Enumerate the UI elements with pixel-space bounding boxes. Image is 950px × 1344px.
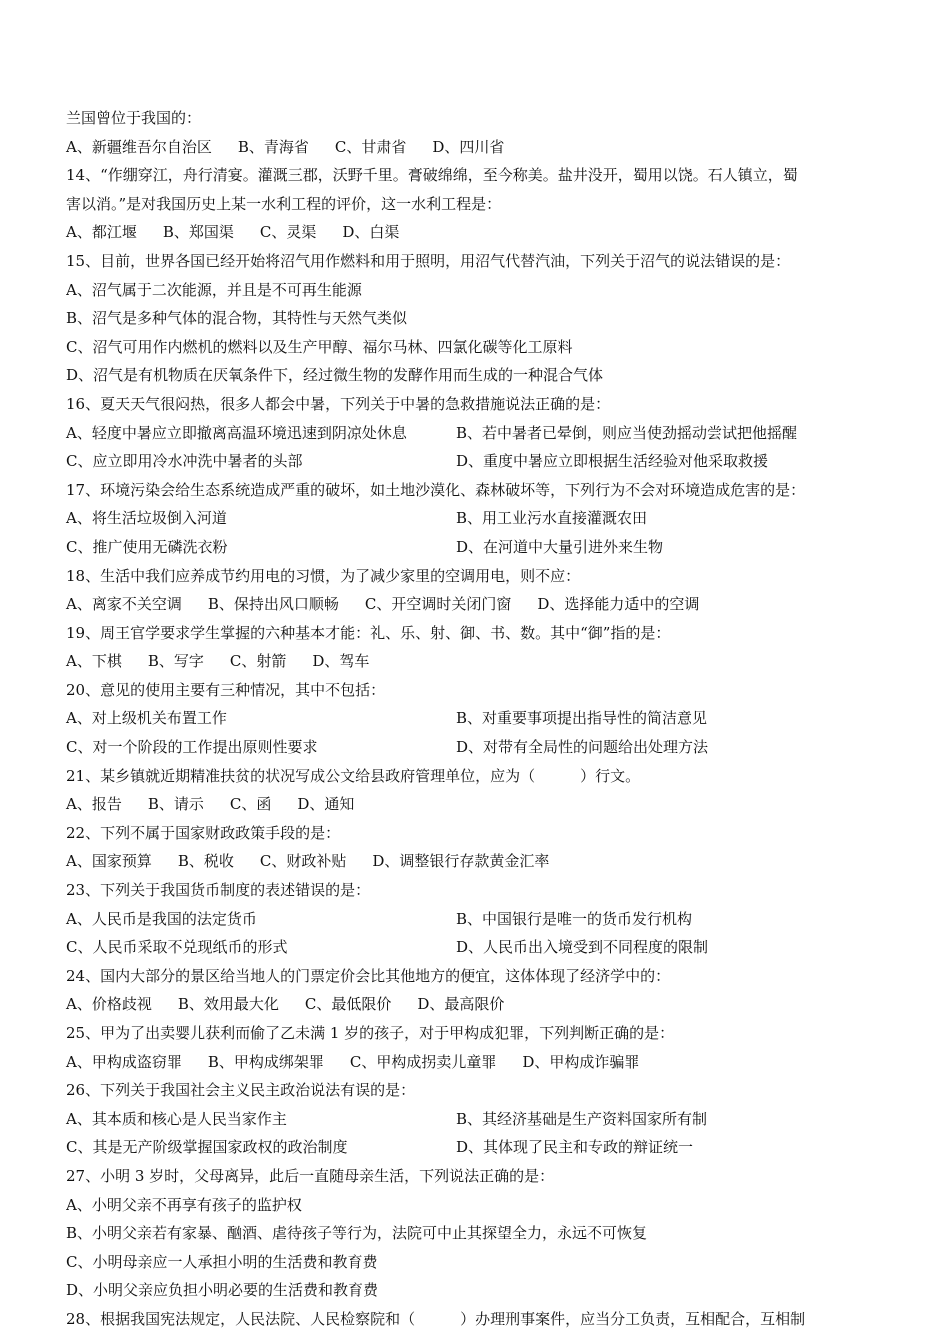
option-d: D、沼气是有机物质在厌氧条件下，经过微生物的发酵作用而生成的一种混合气体 xyxy=(66,366,604,385)
question-19-stem: 19、周王官学要求学生掌握的六种基本才能：礼、乐、射、御、书、数。其中“御”指的是： xyxy=(66,623,671,642)
option-b: B、写字 xyxy=(147,652,204,671)
question-22-options xyxy=(66,847,886,876)
option-a: A、人民币是我国的法定货币 xyxy=(66,909,257,928)
option-b: B、中国银行是唯一的货币发行机构 xyxy=(456,909,693,928)
option-b: B、效用最大化 xyxy=(177,995,279,1014)
question-20-options-row-2 xyxy=(66,733,886,762)
question-26-options-row-1 xyxy=(66,1105,886,1134)
option-c: C、财政补贴 xyxy=(259,852,347,871)
question-14-stem-line-2: 害以消。”是对我国历史上某一水利工程的评价，这一水利工程是： xyxy=(66,194,502,213)
option-d: D、对带有全局性的问题给出处理方法 xyxy=(456,738,709,757)
question-18-stem: 18、生活中我们应养成节约用电的习惯，为了减少家里的空调用电，则不应： xyxy=(66,566,581,585)
option-a: A、小明父亲不再享有孩子的监护权 xyxy=(66,1195,302,1214)
question-15-stem: 15、目前，世界各国已经开始将沼气用作燃料和用于照明，用沼气代替汽油，下列关于沼气的说法错误的是： xyxy=(66,251,791,270)
option-d: D、调整银行存款黄金汇率 xyxy=(372,852,550,871)
option-a: A、离家不关空调 xyxy=(66,595,182,614)
question-26-options-row-2 xyxy=(66,1133,886,1162)
option-a: A、新疆维吾尔自治区 xyxy=(66,137,212,156)
option-c: C、甲构成拐卖儿童罪 xyxy=(349,1052,497,1071)
option-a: A、甲构成盗窃罪 xyxy=(66,1052,182,1071)
option-d: D、通知 xyxy=(297,795,355,814)
option-d: D、四川省 xyxy=(432,137,505,156)
option-c: C、其是无产阶级掌握国家政权的政治制度 xyxy=(66,1138,348,1157)
question-20-options-row-1 xyxy=(66,704,886,733)
question-13-continuation: 兰国曾位于我国的： xyxy=(66,109,202,127)
option-b: B、沼气是多种气体的混合物，其特性与天然气类似 xyxy=(66,309,408,328)
option-c: C、沼气可用作内燃机的燃料以及生产甲醇、福尔马林、四氯化碳等化工原料 xyxy=(66,337,573,356)
option-a: A、都江堰 xyxy=(66,223,137,242)
option-b: B、保持出风口顺畅 xyxy=(207,595,339,614)
option-d: D、在河道中大量引进外来生物 xyxy=(456,537,664,556)
question-23-options-row-2 xyxy=(66,933,886,962)
option-a: A、其本质和核心是人民当家作主 xyxy=(66,1109,287,1128)
option-c: C、最低限价 xyxy=(304,995,392,1014)
question-21-options xyxy=(66,790,886,819)
exam-page xyxy=(66,104,886,1334)
question-25-stem: 25、甲为了出卖婴儿获利而偷了乙未满 1 岁的孩子，对于甲构成犯罪，下列判断正确的是： xyxy=(66,1024,675,1042)
option-d: D、最高限价 xyxy=(417,995,505,1014)
option-b: B、请示 xyxy=(147,795,204,814)
option-b: B、郑国渠 xyxy=(162,223,234,242)
question-24-stem: 24、国内大部分的景区给当地人的门票定价会比其他地方的便宜，这体体现了经济学中的： xyxy=(66,966,671,985)
option-a: A、报告 xyxy=(66,795,122,814)
option-a: A、国家预算 xyxy=(66,852,152,871)
option-b: B、小明父亲若有家暴、酗酒、虐待孩子等行为，法院可中止其探望全力，永远不可恢复 xyxy=(66,1224,648,1243)
option-a: A、下棋 xyxy=(66,652,122,671)
question-13-options xyxy=(66,133,886,162)
option-c: C、推广使用无磷洗衣粉 xyxy=(66,537,228,556)
question-19-options xyxy=(66,647,886,676)
option-b: B、其经济基础是生产资料国家所有制 xyxy=(456,1109,708,1128)
question-16-stem: 16、夏天天气很闷热，很多人都会中暑，下列关于中暑的急救措施说法正确的是： xyxy=(66,394,611,413)
option-d: D、选择能力适中的空调 xyxy=(537,595,700,614)
option-c: C、开空调时关闭门窗 xyxy=(364,595,512,614)
question-25-options xyxy=(66,1048,886,1077)
option-d: D、小明父亲应负担小明必要的生活费和教育费 xyxy=(66,1281,379,1300)
question-24-options xyxy=(66,990,886,1019)
option-b: B、若中暑者已晕倒，则应当使劲摇动尝试把他摇醒 xyxy=(456,423,798,442)
question-17-stem: 17、环境污染会给生态系统造成严重的破坏，如土地沙漠化、森林破坏等，下列行为不会对环境造成危害的是： xyxy=(66,480,806,499)
question-17-options-row-2 xyxy=(66,533,886,562)
question-21-stem: 21、某乡镇就近期精准扶贫的状况写成公文给县政府管理单位，应为（ ）行文。 xyxy=(66,766,641,785)
option-c: C、小明母亲应一人承担小明的生活费和教育费 xyxy=(66,1252,378,1271)
option-d: D、其体现了民主和专政的辩证统一 xyxy=(456,1138,694,1157)
question-16-options-row-1 xyxy=(66,419,886,448)
question-27-stem: 27、小明 3 岁时，父母离异，此后一直随母亲生活，下列说法正确的是： xyxy=(66,1166,555,1185)
question-23-stem: 23、下列关于我国货币制度的表述错误的是： xyxy=(66,881,371,900)
option-c: C、函 xyxy=(229,795,272,814)
question-26-stem: 26、下列关于我国社会主义民主政治说法有误的是： xyxy=(66,1081,416,1100)
option-b: B、青海省 xyxy=(237,137,309,156)
question-17-options-row-1 xyxy=(66,504,886,533)
option-d: D、白渠 xyxy=(342,223,400,242)
option-b: B、对重要事项提出指导性的简洁意见 xyxy=(456,709,708,728)
option-c: C、灵渠 xyxy=(259,223,317,242)
option-a: A、沼气属于二次能源，并且是不可再生能源 xyxy=(66,280,362,299)
option-b: B、税收 xyxy=(177,852,234,871)
question-18-options xyxy=(66,590,886,619)
option-c: C、甘肃省 xyxy=(334,137,407,156)
option-d: D、人民币出入境受到不同程度的限制 xyxy=(456,938,709,957)
option-b: B、甲构成绑架罪 xyxy=(207,1052,324,1071)
option-a: A、轻度中暑应立即撤离高温环境迅速到阴凉处休息 xyxy=(66,423,407,442)
option-b: B、用工业污水直接灌溉农田 xyxy=(456,509,648,528)
question-16-options-row-2 xyxy=(66,447,886,476)
option-a: A、价格歧视 xyxy=(66,995,152,1014)
question-14-stem-line-1: 14、“作绷穿江，舟行清宴。灌溉三郡，沃野千里。膏破绵绵，至今称美。盐井没开，蜀用以饶。石人镇立，蜀 xyxy=(66,166,798,185)
option-d: D、驾车 xyxy=(312,652,370,671)
option-d: D、重度中暑应立即根据生活经验对他采取救援 xyxy=(456,452,769,471)
question-22-stem: 22、下列不属于国家财政政策手段的是： xyxy=(66,823,341,842)
option-d: D、甲构成诈骗罪 xyxy=(522,1052,640,1071)
option-c: C、射箭 xyxy=(229,652,287,671)
question-28-stem: 28、根据我国宪法规定，人民法院、人民检察院和（ ）办理刑事案件，应当分工负责，互相配合，互相制 xyxy=(66,1309,806,1328)
option-a: A、对上级机关布置工作 xyxy=(66,709,227,728)
question-14-options xyxy=(66,218,886,247)
option-c: C、人民币采取不兑现纸币的形式 xyxy=(66,938,288,957)
option-a: A、将生活垃圾倒入河道 xyxy=(66,509,227,528)
question-23-options-row-1 xyxy=(66,905,886,934)
option-c: C、对一个阶段的工作提出原则性要求 xyxy=(66,738,318,757)
question-20-stem: 20、意见的使用主要有三种情况，其中不包括： xyxy=(66,680,386,699)
option-c: C、应立即用冷水冲洗中暑者的头部 xyxy=(66,452,303,471)
